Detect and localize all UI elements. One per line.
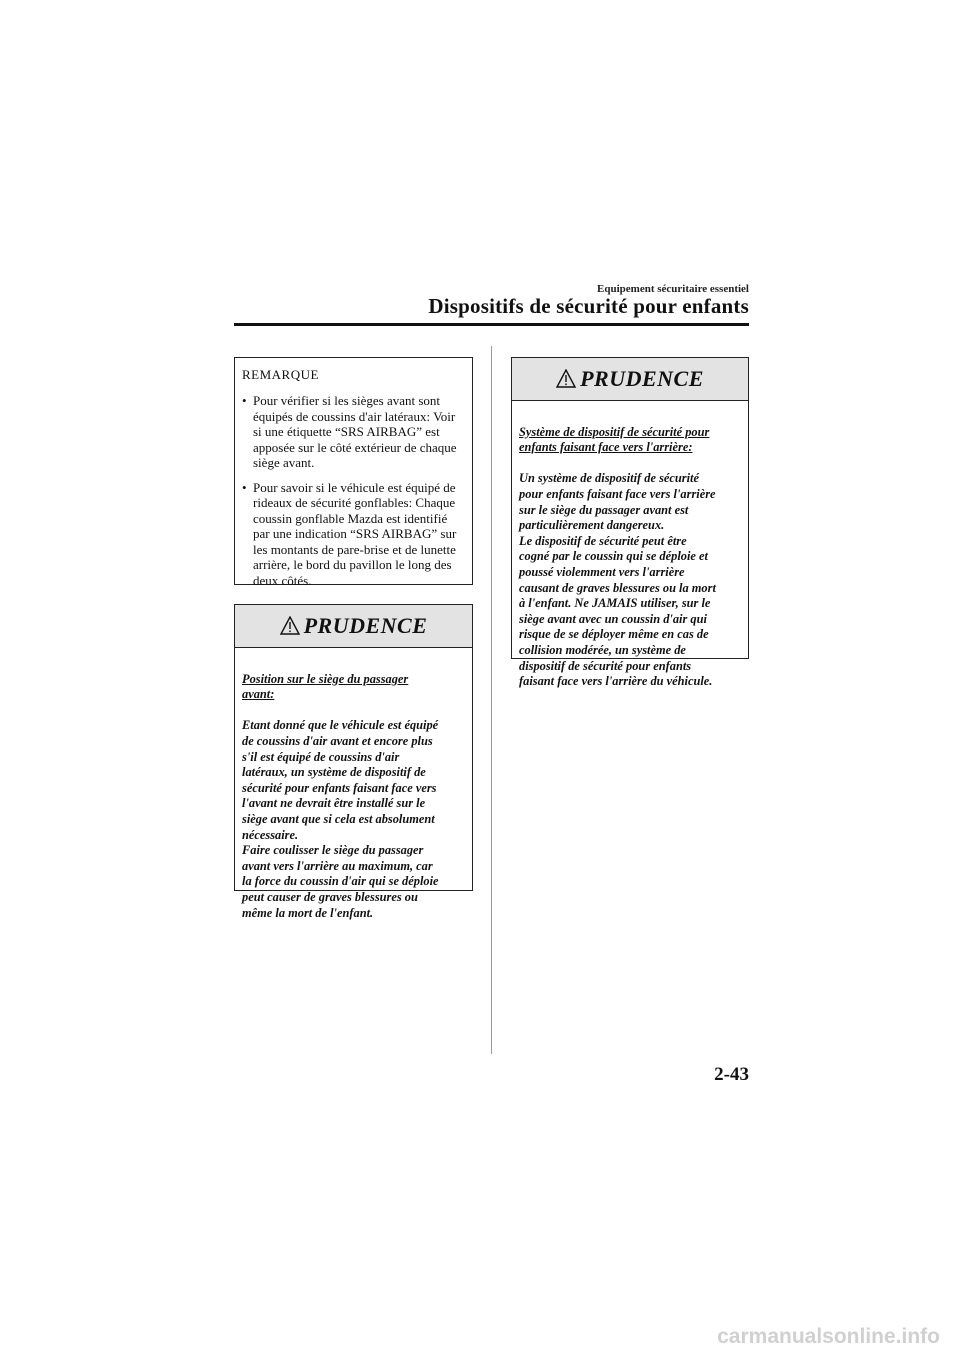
caution-header [235,605,472,648]
caution-text [235,648,472,921]
note-box [234,357,473,588]
caution-header [512,358,748,401]
caution-label: PRUDENCE [580,366,704,391]
caution-box-front-passenger [234,604,473,920]
note-title: REMARQUE [242,367,319,382]
caution-box-rear-facing [511,357,749,689]
page-title: Dispositifs de sécurité pour enfants [428,294,749,318]
note-list [235,393,472,588]
caution-heading: Position sur le siège du passager avant: [242,671,409,702]
column-divider [491,346,492,1054]
caution-body: Un système de dispositif de sécurité pour enfants faisant face vers l'arrière sur le siège du passager avant est particulièrement dangereux. Le dispositif de sécurité peut être cogné par le coussin qui se déploie et poussé violemment vers l'arrière causant de graves blessures ou la mort à l'enfant. Ne JAMAIS utiliser, sur le siège avant avec un coussin d'air qui risque de se déployer même en cas de collision modérée, un système de dispositif de sécurité pour enfants faisant face vers l'arrière du véhicule. [519,471,716,689]
warning-triangle-icon [556,369,576,388]
note-item: • Pour vérifier si les sièges avant sont équipés de coussins d'air latéraux: Voir si une étiquette “SRS AIRBAG” est apposée sur le côté extérieur de chaque siège avant. [253,393,466,471]
warning-triangle-icon [280,616,300,635]
note-item: • Pour savoir si le véhicule est équipé de rideaux de sécurité gonflables: Chaque coussin gonflable Mazda est identifié par une indication “SRS AIRBAG” sur les montants de pare-brise et de lunette arrière, le bord du pavillon le long des deux côtés. [253,480,466,589]
section-label: Equipement sécuritaire essentiel [597,283,749,295]
caution-label: PRUDENCE [303,613,428,638]
page-number: 2-43 [714,1064,749,1085]
caution-body: Etant donné que le véhicule est équipé de coussins d'air avant et encore plus s'il est équipé de coussins d'air latéraux, un système de dispositif de sécurité pour enfants faisant face vers l'avant ne devrait être installé sur le siège avant que si cela est absolument nécessaire. Faire coulisser le siège du passager avant vers l'arrière au maximum, car la force du coussin d'air qui se déploie peut causer de graves blessures ou même la mort de l'enfant. [242,718,439,920]
caution-text [512,401,748,690]
header-rule [234,323,749,326]
caution-heading: Système de dispositif de sécurité pour enfants faisant face vers l'arrière: [519,424,710,455]
watermark: carmanualsonline.info [717,1325,940,1348]
